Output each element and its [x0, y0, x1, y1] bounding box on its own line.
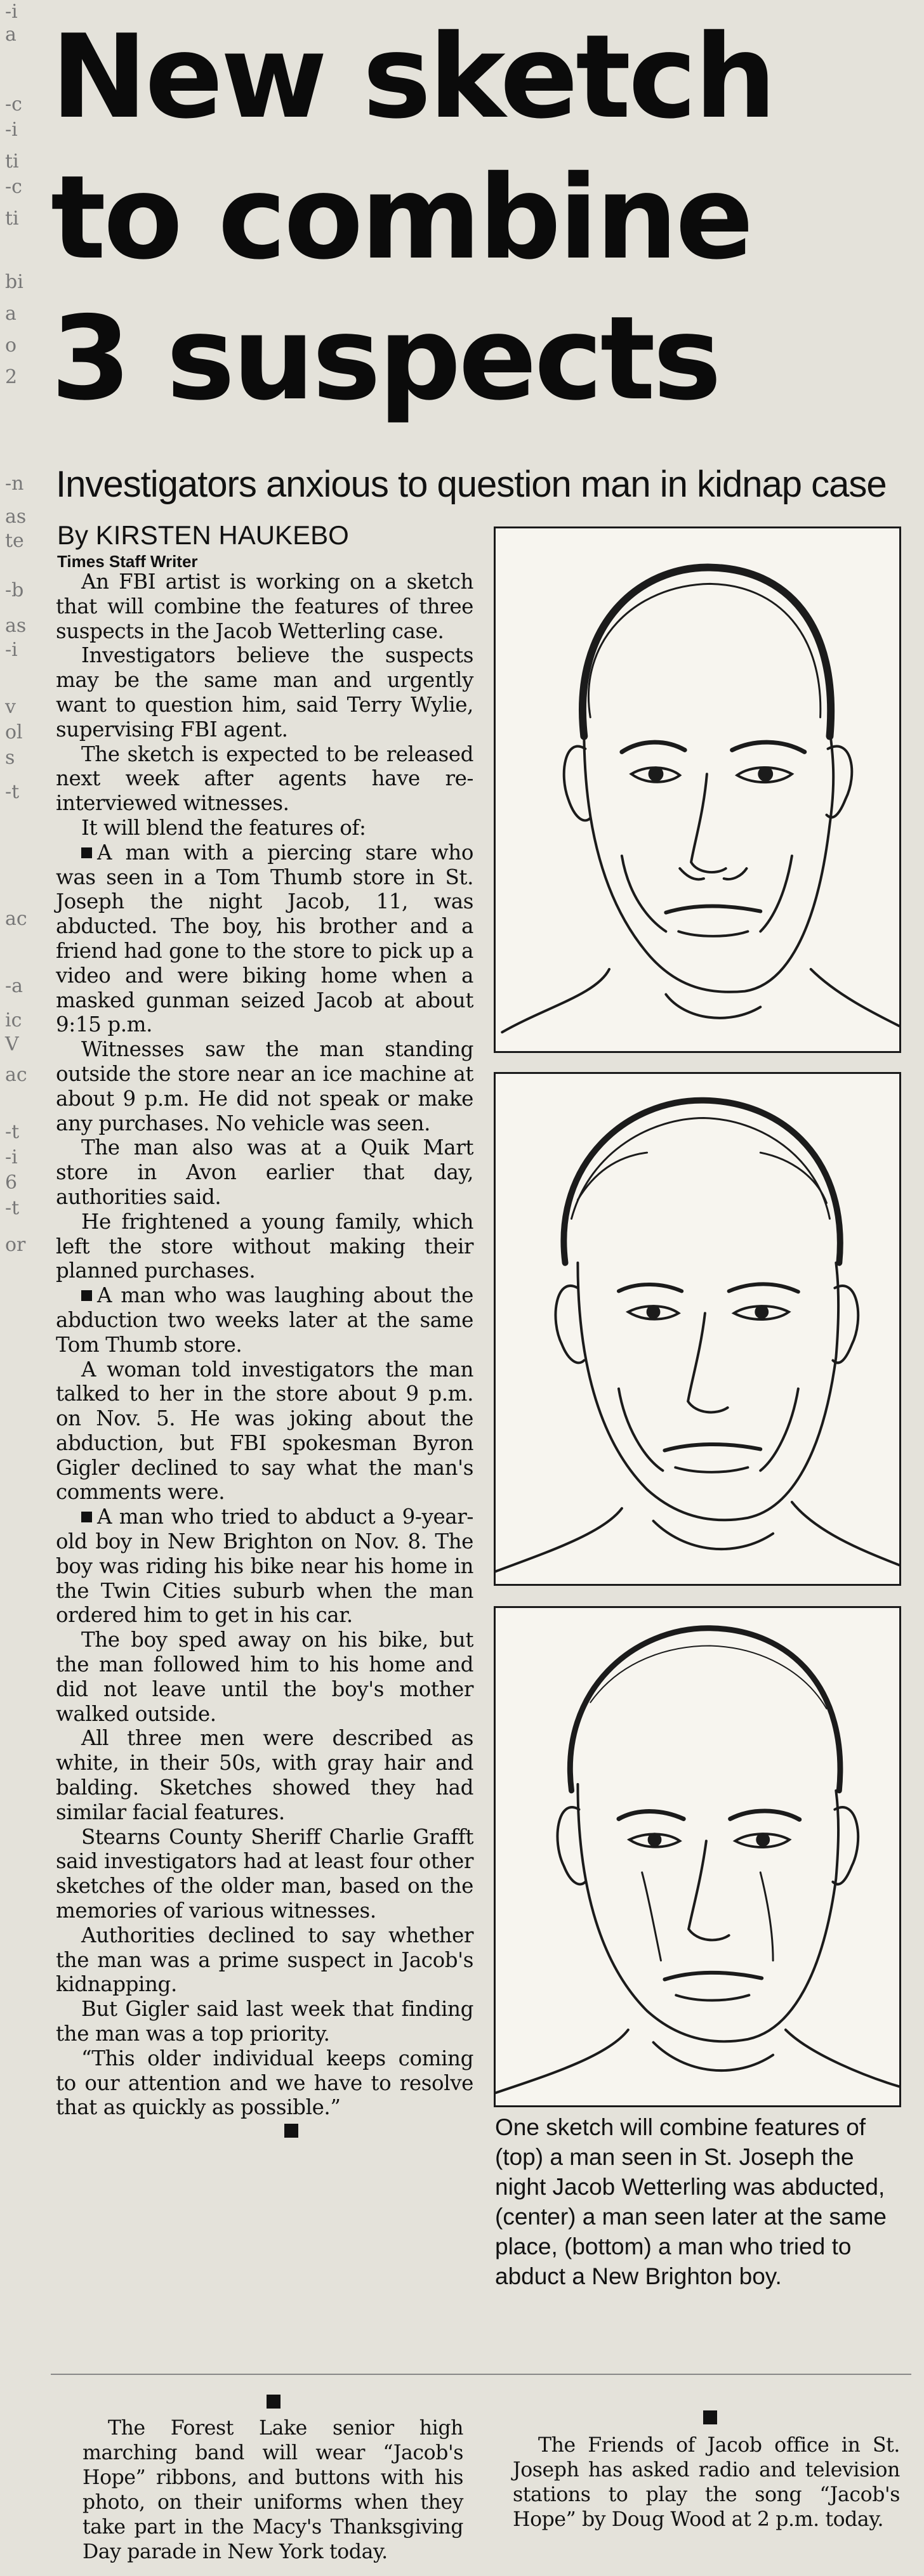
bullet-paragraph	[56, 1505, 473, 1628]
headline-line-1: New sketch	[51, 10, 774, 144]
brief-mark-icon	[267, 2395, 280, 2409]
paragraph: Investigators believe the suspects may be the same man and urgently want to question him, said Terry Wylie, supervising FBI agent.	[56, 643, 473, 742]
article-body	[56, 570, 473, 2141]
bullet-text: A man who was laughing about the abduction two weeks later at the same Tom Thumb store.	[56, 1283, 473, 1357]
bullet-square-icon	[81, 847, 92, 858]
gutter-fragment: ol	[5, 721, 23, 743]
brief-friends-of-jacob	[513, 2434, 900, 2532]
sketch-drawing	[496, 528, 899, 1051]
suspect-sketch-bottom	[494, 1606, 901, 2107]
gutter-fragment: -c	[5, 176, 22, 198]
brief-text: The Friends of Jacob office in St. Joseph has asked radio and television stations to play the song “Jacob's Hope” by Doug Wood at 2 p.m. today.	[513, 2434, 900, 2531]
gutter-fragment: 2	[5, 366, 18, 388]
gutter-fragment: -i	[5, 1, 18, 23]
paragraph: A woman told investigators the man talked to her in the store about 9 p.m. on Nov. 5. He was joking about the abduction, but FBI spokesman Byron Gigler declined to say what the man's comments were.	[56, 1357, 473, 1505]
byline-role: Times Staff Writer	[57, 552, 198, 571]
section-divider	[51, 2374, 911, 2375]
gutter-fragment: 6	[5, 1172, 18, 1194]
gutter-fragment: -i	[5, 119, 18, 141]
brief-mark-icon	[703, 2410, 717, 2424]
end-mark-icon	[284, 2124, 298, 2138]
left-gutter-fragments	[0, 0, 46, 2576]
gutter-fragment: V	[5, 1033, 19, 1056]
gutter-fragment: ac	[5, 1064, 27, 1086]
bullet-text: A man who tried to abduct a 9-year-old boy in New Brighton on Nov. 8. The boy was riding his bike near his home in the Twin Cities suburb when the man ordered him to get in his car.	[56, 1505, 473, 1628]
gutter-fragment: -i	[5, 639, 18, 661]
byline: By KIRSTEN HAUKEBO	[57, 520, 349, 550]
gutter-fragment: -t	[5, 781, 20, 803]
bullet-square-icon	[81, 1512, 92, 1522]
paragraph: It will blend the features of:	[81, 815, 366, 840]
paragraph: “This older individual keeps coming to our attention and we have to resolve that as quickly as possible.”	[56, 2046, 473, 2120]
paragraph: Witnesses saw the man standing outside the store near an ice machine at about 9 p.m. He did not speak or make any purchases. No vehicle was seen.	[56, 1037, 473, 1135]
subheadline: Investigators anxious to question man in kidnap case	[56, 464, 887, 505]
gutter-fragment: as	[5, 506, 27, 528]
suspect-sketch-top	[494, 526, 901, 1053]
bullet-text: A man with a piercing stare who was seen in a Tom Thumb store in St. Joseph the night Jacob, 11, was abducted. The boy, his brother and a friend had gone to the store to pick up a video and were biking home when a masked gunman seized Jacob at about 9:15 p.m.	[56, 840, 473, 1037]
bullet-paragraph	[56, 1283, 473, 1357]
gutter-fragment: -a	[5, 975, 23, 997]
sketch-caption: One sketch will combine features of (top) a man seen in St. Joseph the night Jacob Wetterling was abducted, (center) a man seen later at the same place, (bottom) a man who tried to abduct a New Brighton boy.	[495, 2114, 887, 2289]
brief-text: The Forest Lake senior high marching band will wear “Jacob's Hope” ribbons, and buttons with his photo, on their uniforms when they take part in the Macy's Thanksgiving Day parade in New York today.	[82, 2417, 463, 2563]
gutter-fragment: ti	[5, 207, 19, 230]
sketch-drawing	[496, 1608, 899, 2105]
gutter-fragment: a	[5, 303, 16, 325]
paragraph: The boy sped away on his bike, but the man followed him to his home and did not leave until the boy's mother walked outside.	[56, 1628, 473, 1726]
gutter-fragment: -t	[5, 1121, 20, 1143]
paragraph: An FBI artist is working on a sketch that will combine the features of three suspects in the Jacob Wetterling case.	[56, 570, 473, 643]
gutter-fragment: s	[5, 747, 15, 769]
gutter-fragment: o	[5, 334, 17, 356]
gutter-fragment: as	[5, 615, 27, 637]
gutter-fragment: ac	[5, 908, 27, 930]
gutter-fragment: -i	[5, 1146, 18, 1168]
paragraph: Authorities declined to say whether the man was a prime suspect in Jacob's kidnapping.	[56, 1923, 473, 1997]
paragraph: The man also was at a Quik Mart store in Avon earlier that day, authorities said.	[56, 1135, 473, 1209]
gutter-fragment: bi	[5, 271, 23, 293]
gutter-fragment: -c	[5, 93, 22, 115]
bullet-paragraph	[56, 840, 473, 1037]
headline-line-2: to combine	[51, 150, 751, 285]
headline	[51, 6, 914, 429]
paragraph: He frightened a young family, which left the store without making their planned purchases.	[56, 1209, 473, 1283]
gutter-fragment: -b	[5, 579, 24, 601]
gutter-fragment: ic	[5, 1009, 22, 1031]
gutter-fragment: or	[5, 1234, 26, 1256]
gutter-fragment: te	[5, 530, 24, 552]
paragraph: The sketch is expected to be released next week after agents have re-interviewed witnesses.	[56, 742, 473, 816]
gutter-fragment: v	[5, 696, 16, 718]
gutter-fragment: -t	[5, 1197, 20, 1219]
sketch-drawing	[496, 1074, 899, 1584]
paragraph: All three men were described as white, in their 50s, with gray hair and balding. Sketches showed they had similar facial features.	[56, 1726, 473, 1824]
paragraph: Stearns County Sheriff Charlie Grafft said investigators had at least four other sketches of the older man, based on the memories of various witnesses.	[56, 1824, 473, 1923]
bullet-square-icon	[81, 1290, 92, 1301]
gutter-fragment: -n	[5, 473, 24, 495]
brief-marching-band	[82, 2395, 463, 2565]
suspect-sketch-center	[494, 1072, 901, 1586]
paragraph: But Gigler said last week that finding the man was a top priority.	[56, 1997, 473, 2046]
headline-line-3: 3 suspects	[51, 291, 720, 426]
gutter-fragment: ti	[5, 150, 19, 173]
gutter-fragment: a	[5, 23, 16, 46]
